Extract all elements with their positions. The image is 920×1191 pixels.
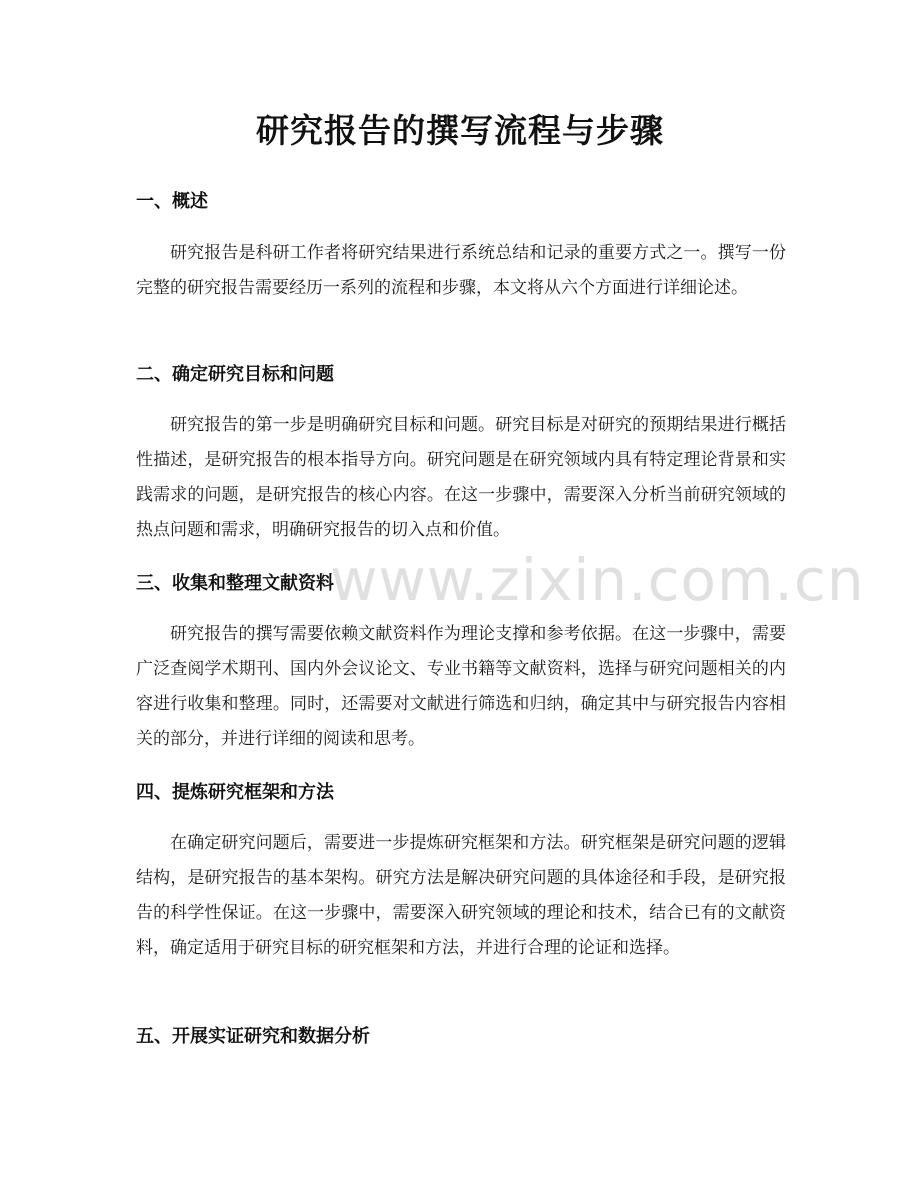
section-heading-framework: 四、提炼研究框架和方法 — [136, 782, 334, 803]
section-paragraph-literature: 研究报告的撰写需要依赖文献资料作为理论支撑和参考依据。在这一步骤中，需要广泛查阅学术期刊、国内外会议论文、专业书籍等文献资料，选择与研究问题相关的内容进行收集和整理。同时，还需要对文献进行筛选和归纳，确定其中与研究报告内容相关的部分，并进行详细的阅读和思考。 — [136, 624, 786, 749]
watermark: www.zixin.com.cn — [330, 546, 865, 614]
document-title: 研究报告的撰写流程与步骤 — [256, 111, 664, 150]
section-heading-literature: 三、收集和整理文献资料 — [136, 573, 334, 594]
section-heading-overview: 一、概述 — [136, 191, 208, 212]
section-heading-goals: 二、确定研究目标和问题 — [136, 364, 334, 385]
section-heading-empirical: 五、开展实证研究和数据分析 — [136, 1026, 370, 1047]
section-paragraph-goals: 研究报告的第一步是明确研究目标和问题。研究目标是对研究的预期结果进行概括性描述，是研究报告的根本指导方向。研究问题是在研究领域内具有特定理论背景和实践需求的问题，是研究报告的核心内容。在这一步骤中，需要深入分析当前研究领域的热点问题和需求，明确研究报告的切入点和价值。 — [136, 415, 786, 540]
section-paragraph-framework: 在确定研究问题后，需要进一步提炼研究框架和方法。研究框架是研究问题的逻辑结构，是研究报告的基本架构。研究方法是解决研究问题的具体途径和手段，是研究报告的科学性保证。在这一步骤中，需要深入研究领域的理论和技术，结合已有的文献资料，确定适用于研究目标的研究框架和方法，并进行合理的论证和选择。 — [136, 833, 786, 958]
section-paragraph-overview: 研究报告是科研工作者将研究结果进行系统总结和记录的重要方式之一。撰写一份完整的研究报告需要经历一系列的流程和步骤，本文将从六个方面进行详细论述。 — [136, 243, 786, 298]
